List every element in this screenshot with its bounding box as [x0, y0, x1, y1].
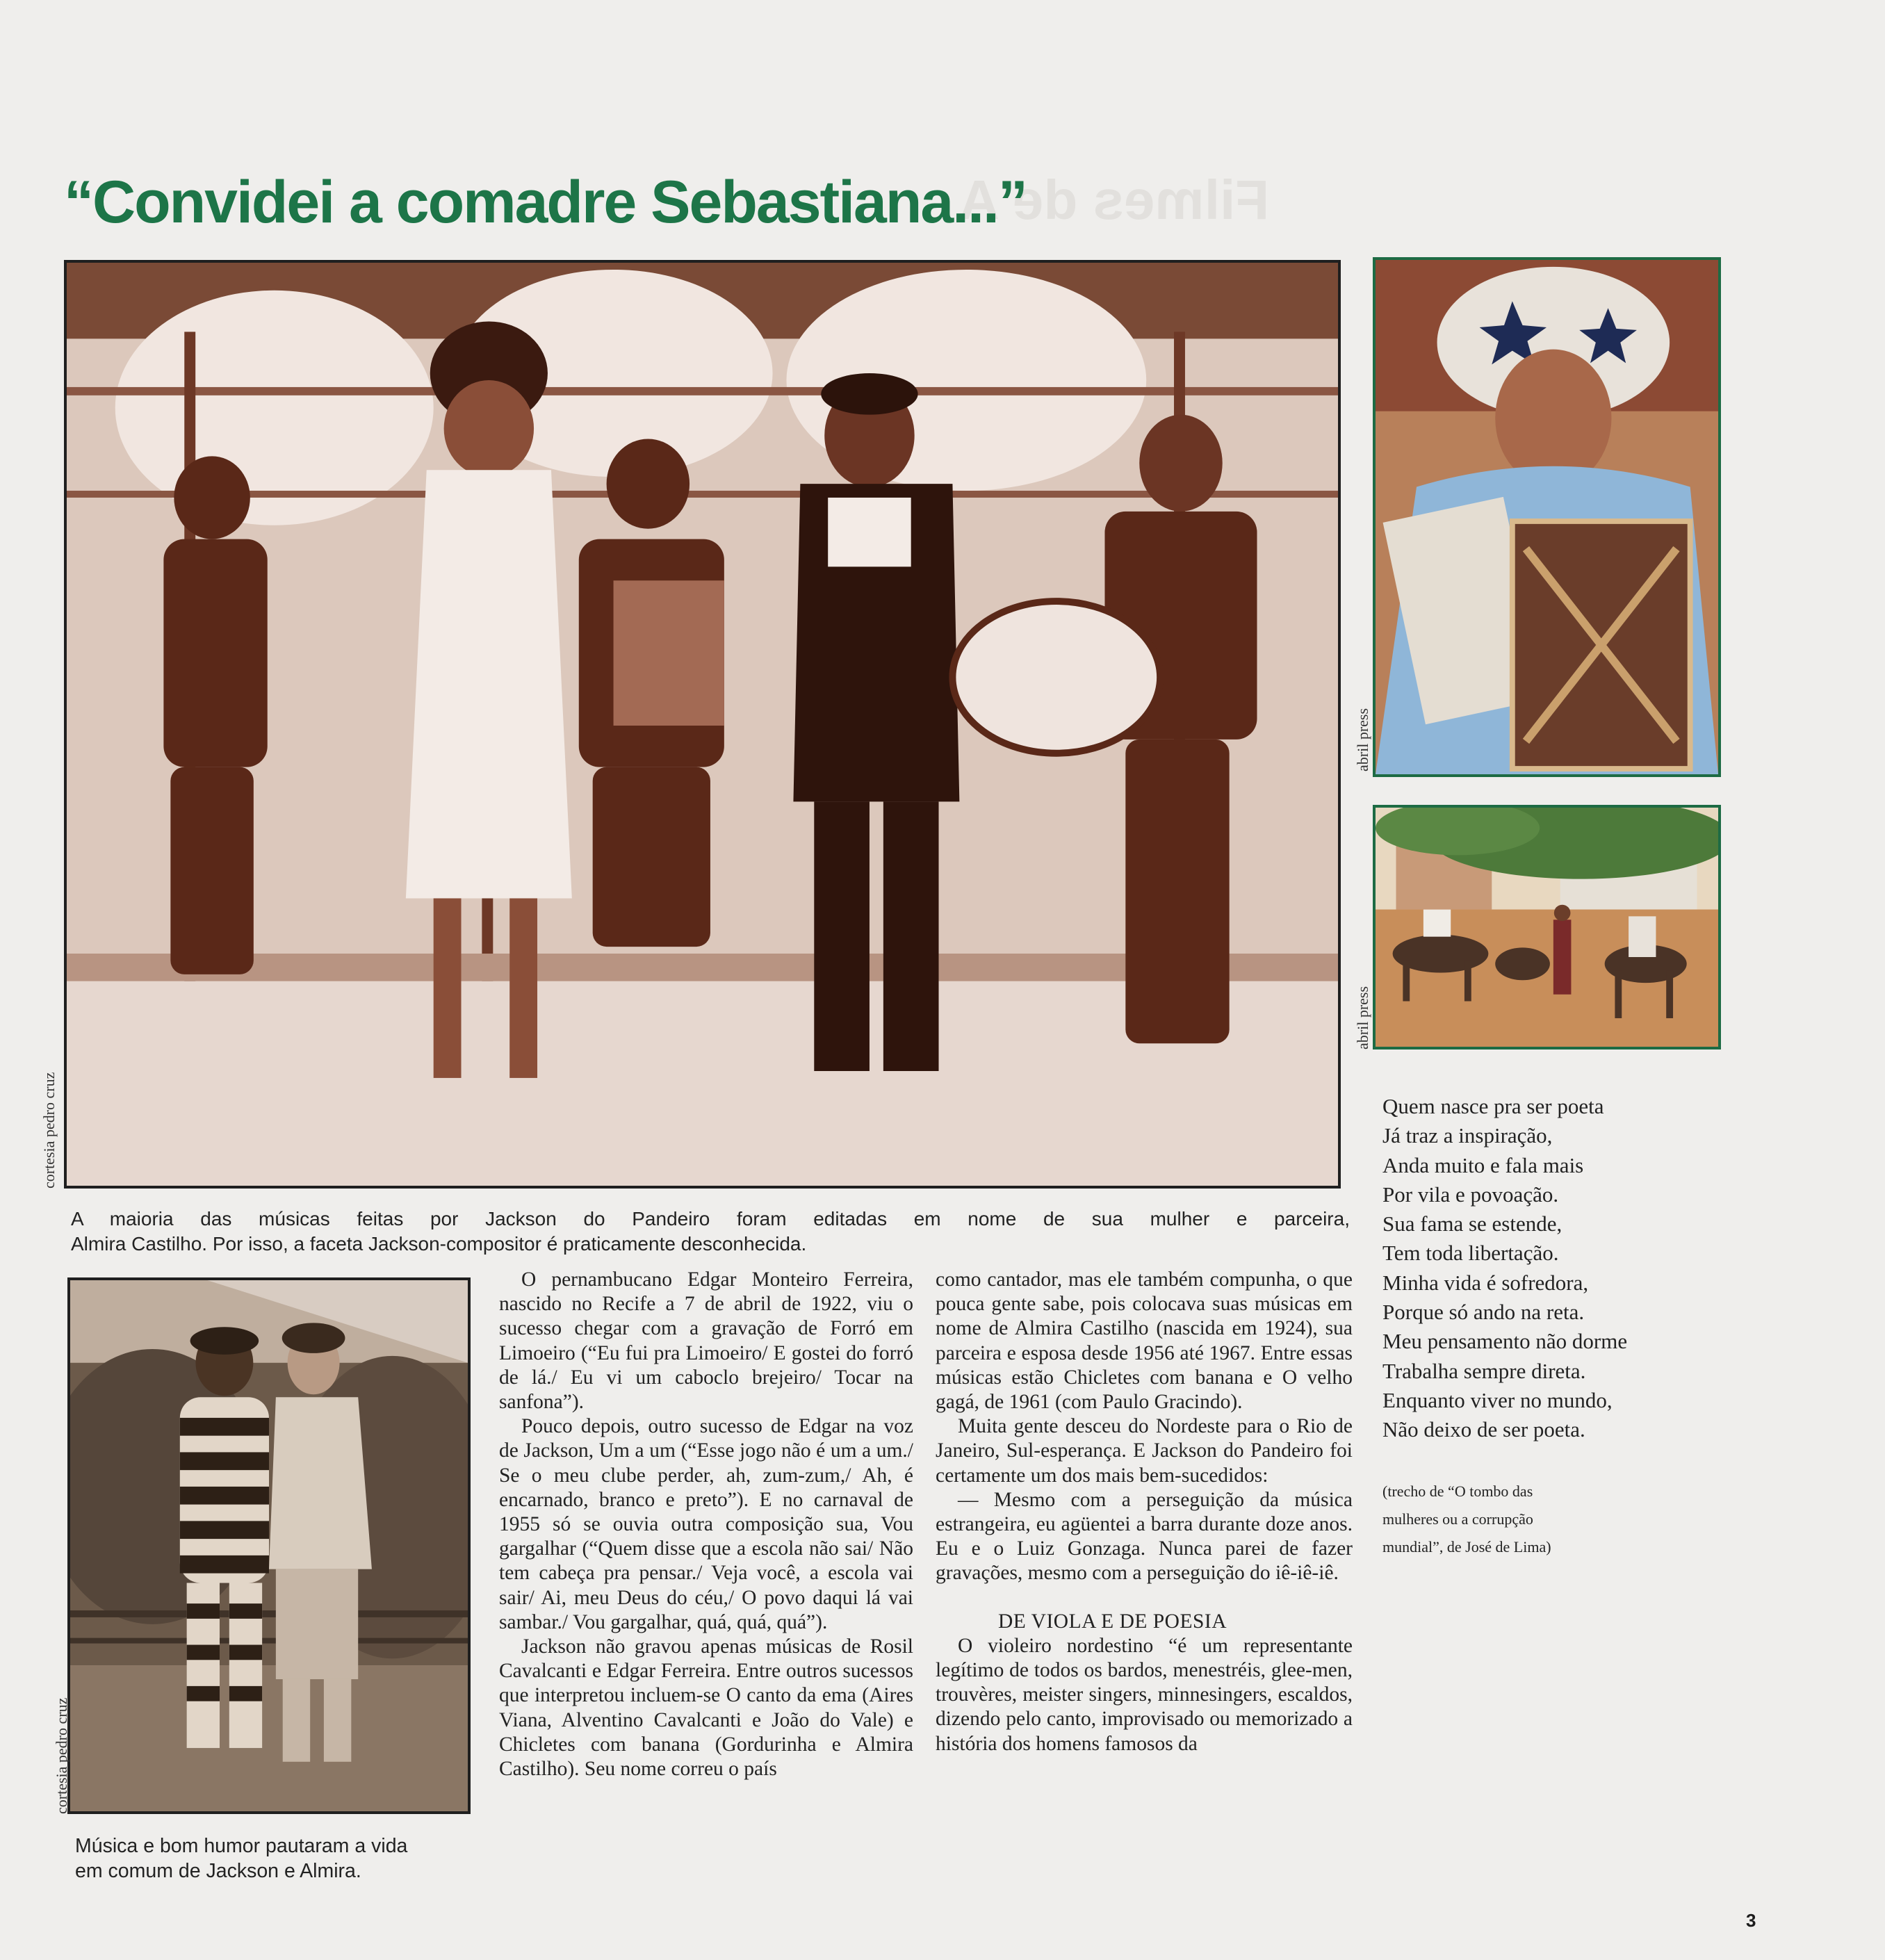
- poem-line: Já traz a inspiração,: [1382, 1123, 1553, 1148]
- poem-line: Por vila e povoação.: [1382, 1182, 1559, 1207]
- accordion-player-image: [1376, 260, 1718, 774]
- photo-credit: abril press: [1354, 986, 1371, 1050]
- paragraph: Pouco depois, outro sucesso de Edgar na voz de Jackson, Um a um (“Esse jogo não é um a um./ Se o meu clube perder, ah, zum-zum,/ Ah, é encarnado, branco e preto”). E no carnaval de 1955 só se ouvia outra composição sua, Vou gargalhar (“Quem disse que a escola não sai/ Não tem cabeça pra pensar./ Veja você, a escola vai sair/ Ai, meu Deus do céu,/ O povo daqui lá vai sambar./ Vou gargalhar, quá, quá, quá”).: [499, 1415, 913, 1633]
- accordion-player-photo: [1373, 257, 1721, 777]
- poem: [1382, 1092, 1744, 1445]
- page-number: 3: [1746, 1910, 1756, 1931]
- caption-line: Música e bom humor pautaram a vida: [75, 1835, 408, 1857]
- article-column-2: [936, 1268, 1353, 1756]
- source-line: mundial”, de José de Lima): [1382, 1538, 1551, 1555]
- poem-line: Quem nasce pra ser poeta: [1382, 1094, 1604, 1118]
- section-heading: DE VIOLA E DE POESIA: [998, 1610, 1227, 1633]
- poem-line: Meu pensamento não dorme: [1382, 1329, 1628, 1354]
- caption-line: A maioria das músicas feitas por Jackson do Pandeiro foram editadas em nome de sua mulher e parceira,: [71, 1208, 1350, 1230]
- village-photo: [1373, 805, 1721, 1050]
- source-line: (trecho de “O tombo das: [1382, 1483, 1533, 1500]
- paragraph: — Mesmo com a perseguição da música estrangeira, eu agüentei a barra durante doze anos. Eu e o Luiz Gonzaga. Nunca parei de fazer gravações, mesmo com a perseguição do iê-iê-iê.: [936, 1488, 1353, 1585]
- poem-line: Enquanto viver no mundo,: [1382, 1387, 1613, 1412]
- village-donkeys-image: [1376, 808, 1718, 1047]
- couple-photo: [67, 1277, 471, 1814]
- photo-credit: cortesia pedro cruz: [40, 1072, 58, 1189]
- poem-line: Trabalha sempre direta.: [1382, 1358, 1586, 1383]
- paragraph: O pernambucano Edgar Monteiro Ferreira, nascido no Recife a 7 de abril de 1922, viu o sucesso chegar com a gravação de Forró em Limoeiro (“Eu fui pra Limoeiro/ E gostei do forró de lá./ Eu vi um caboclo brejeiro/ Tocar na sanfona”).: [499, 1268, 913, 1414]
- photo-credit: abril press: [1354, 708, 1371, 771]
- poem-line: Sua fama se estende,: [1382, 1211, 1562, 1236]
- poem-line: Tem toda libertação.: [1382, 1241, 1559, 1266]
- caption-line: em comum de Jackson e Almira.: [75, 1860, 361, 1882]
- caption-line: Almira Castilho. Por isso, a faceta Jackson-compositor é praticamente desconhecida.: [71, 1233, 807, 1255]
- main-photo: [64, 260, 1341, 1189]
- paragraph: Muita gente desceu do Nordeste para o Rio de Janeiro, Sul-esperança. E Jackson do Pandeiro foi certamente um dos mais bem-sucedidos:: [936, 1415, 1353, 1487]
- photo-credit: cortesia pedro cruz: [53, 1697, 70, 1814]
- main-photo-caption: [71, 1207, 1350, 1257]
- poem-source: [1382, 1478, 1674, 1561]
- poem-line: Minha vida é sofredora,: [1382, 1270, 1589, 1295]
- source-line: mulheres ou a corrupção: [1382, 1510, 1533, 1528]
- poem-line: Não deixo de ser poeta.: [1382, 1417, 1585, 1442]
- paragraph: O violeiro nordestino “é um representante legítimo de todos os bardos, menestréis, glee-men, trouvères, meister singers, minnesingers, escaldos, dizendo pelo canto, improvisado ou memorizado a história dos homens famosos da: [936, 1634, 1353, 1755]
- stage-performance-image: [67, 263, 1338, 1186]
- poem-line: Porque só ando na reta.: [1382, 1300, 1585, 1325]
- jackson-almira-image: [70, 1280, 468, 1811]
- paragraph: como cantador, mas ele também compunha, o que pouca gente sabe, pois colocava suas músicas em nome de Almira Castilho (nascida em 1924), sua parceira e esposa desde 1956 até 1967. Entre essas músicas estão Chicletes com banana e O velho gagá, de 1961 (com Paulo Gracindo).: [936, 1268, 1353, 1414]
- show-through-text: Filmes de A: [959, 169, 1270, 231]
- page-title: “Convidei a comadre Sebastiana...”: [64, 169, 1027, 236]
- poem-line: Anda muito e fala mais: [1382, 1152, 1584, 1177]
- article-column-1: [499, 1268, 913, 1781]
- couple-photo-caption: [75, 1834, 478, 1884]
- paragraph: Jackson não gravou apenas músicas de Rosil Cavalcanti e Edgar Ferreira. Entre outros sucessos que interpretou incluem-se O canto da ema (Aires Viana, Alventino Cavalcanti e João do Vale) e Chicletes com banana (Gordurinha e Almira Castilho). Seu nome correu o país: [499, 1635, 913, 1781]
